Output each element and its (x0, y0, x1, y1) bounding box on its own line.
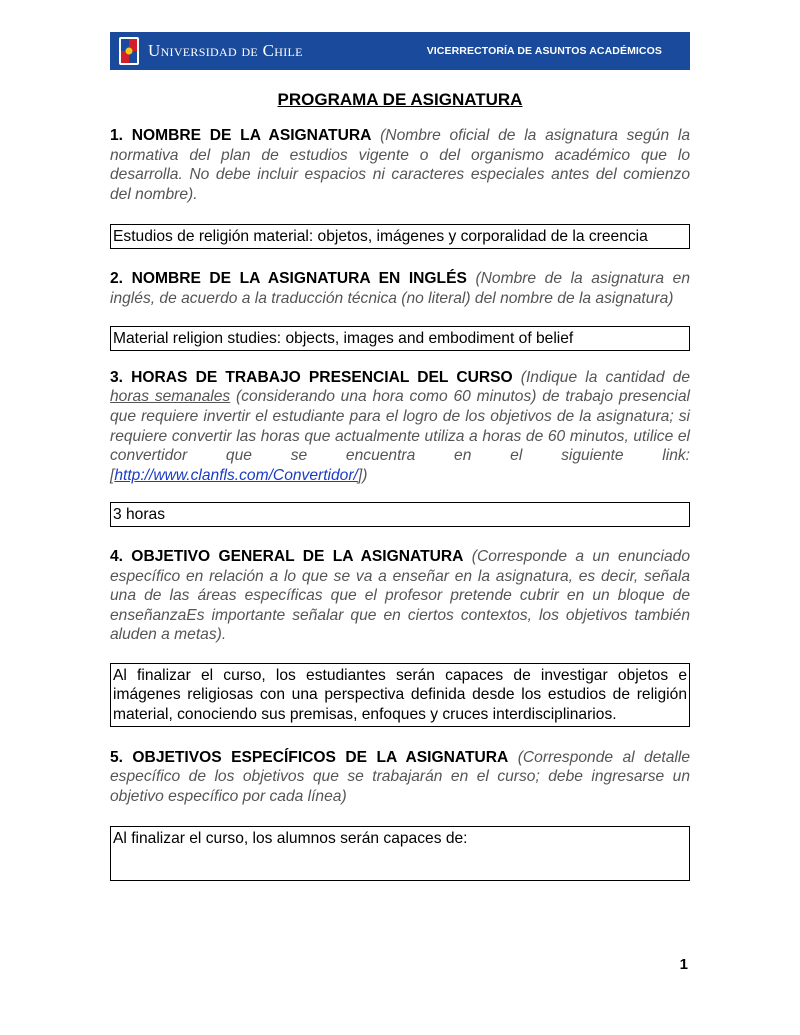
section-2-answer[interactable]: Material religion studies: objects, images and embodiment of belief (110, 326, 690, 351)
section-1-heading (110, 126, 690, 204)
section-4-note: (Corresponde a un enunciado específico en relación a lo que se va a enseñar en la asignatura, es decir, señala una de las áreas específicas que el profesor pretende cubrir en un bloque de enseñanzaEs importante señalar que en ciertos contextos, los objetivos también aluden a metas). (110, 547, 690, 644)
section-4-heading (110, 547, 690, 645)
header-bar (110, 32, 690, 70)
section-2-title: 2. NOMBRE DE LA ASIGNATURA EN INGLÉS (110, 269, 467, 287)
section-3-heading (110, 368, 690, 486)
section-3-title: 3. HORAS DE TRABAJO PRESENCIAL DEL CURSO (110, 368, 513, 386)
section-3-note-c: ]) (357, 466, 368, 484)
section-2-note: (Nombre de la asignatura en inglés, de acuerdo a la traducción técnica (no literal) del nombre de la asignatura) (110, 269, 690, 307)
unit-name: VICERRECTORÍA DE ASUNTOS ACADÉMICOS (426, 45, 662, 57)
section-3-answer[interactable]: 3 horas (110, 502, 690, 527)
section-1-answer[interactable]: Estudios de religión material: objetos, imágenes y corporalidad de la creencia (110, 224, 690, 249)
section-5-heading (110, 748, 690, 807)
section-5-note: (Corresponde al detalle específico de los objetivos que se trabajarán en el curso; debe ingresarse un objetivo específico por cada línea) (110, 748, 690, 805)
section-3-note-a: (Indique la cantidad de (520, 368, 690, 386)
converter-link[interactable]: http://www.clanfls.com/Convertidor/ (114, 466, 358, 484)
page-number: 1 (679, 956, 688, 973)
section-5-title: 5. OBJETIVOS ESPECÍFICOS DE LA ASIGNATURA (110, 748, 509, 766)
section-2-heading (110, 269, 690, 308)
section-3-note-underlined: horas semanales (110, 388, 231, 406)
section-3-note-b: (considerando una hora como 60 minutos) de trabajo presencial que requiere invertir el estudiante para el logro de los objetivos de la asignatura; si requiere convertir las horas que actualmente utiliza a horas de 60 minutos, utilice el convertidor que se encuentra en el siguiente link: [ (110, 388, 690, 484)
university-name: Universidad de Chile (148, 41, 303, 60)
university-crest-icon (118, 36, 140, 66)
section-4-answer[interactable]: Al finalizar el curso, los estudiantes serán capaces de investigar objetos e imágenes religiosas con una perspectiva definida desde los estudios de religión material, conociendo sus premisas, enfoques y cruces interdisciplinarios. (110, 663, 690, 727)
page-title: PROGRAMA DE ASIGNATURA (277, 90, 523, 109)
section-4-title: 4. OBJETIVO GENERAL DE LA ASIGNATURA (110, 547, 464, 565)
document-body (110, 90, 690, 881)
section-1-note: (Nombre oficial de la asignatura según la normativa del plan de estudios vigente o del organismo académico que lo desarrolla. No debe incluir espacios ni caracteres especiales antes del comienzo del nombre). (110, 127, 690, 203)
section-5-answer[interactable]: Al finalizar el curso, los alumnos serán capaces de: (110, 826, 690, 881)
section-1-title: 1. NOMBRE DE LA ASIGNATURA (110, 127, 372, 144)
